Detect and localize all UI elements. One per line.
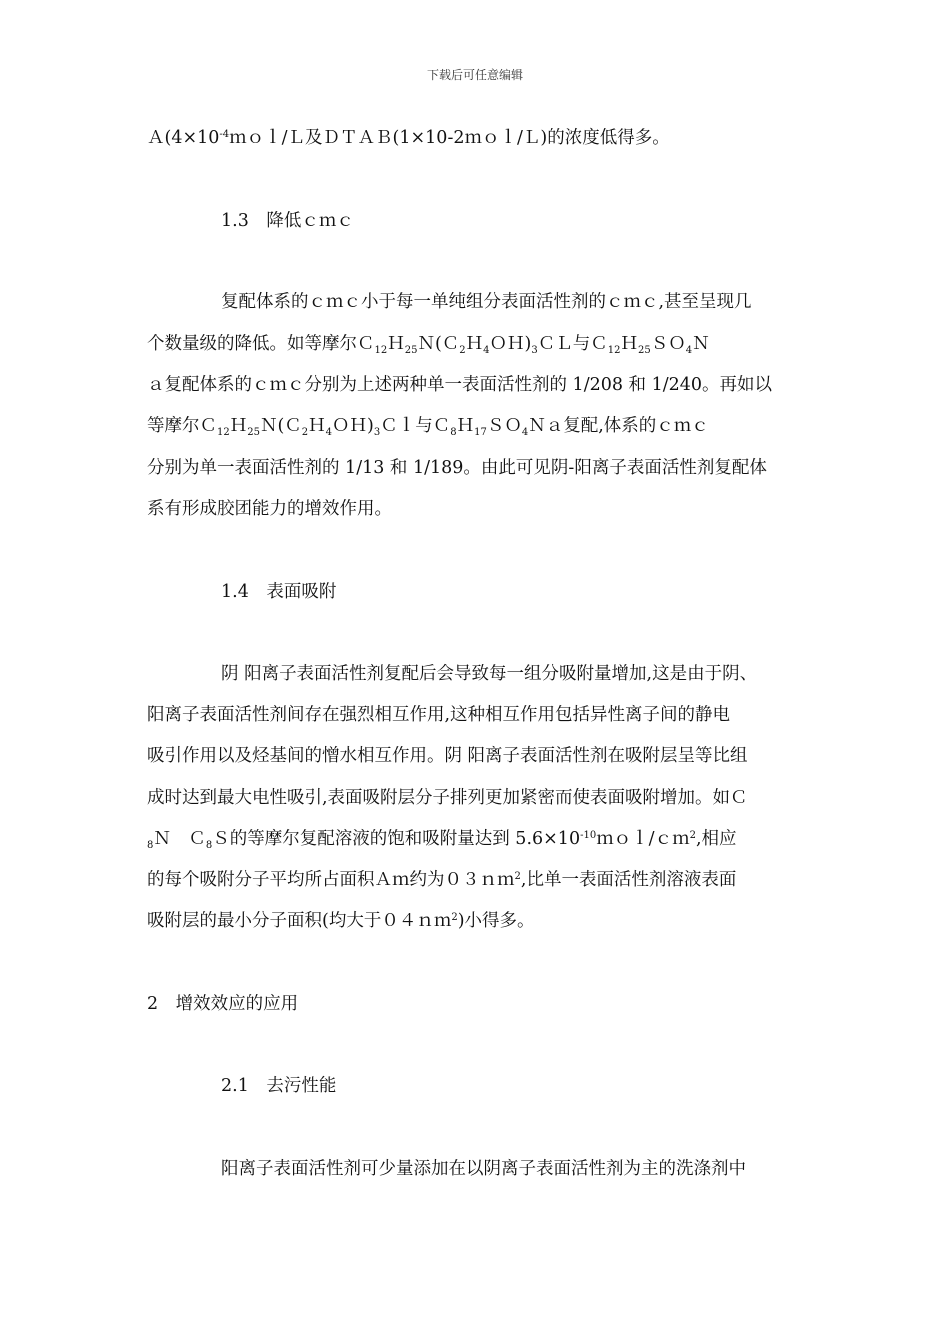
text-run: Ｈ	[465, 334, 484, 354]
subscript: 8	[450, 427, 457, 438]
subscript: 17	[474, 427, 487, 438]
subscript: 2	[459, 345, 466, 356]
text-line	[147, 909, 535, 933]
text-run: Ｎａ复配,体系的ｃｍｃ	[528, 416, 709, 436]
text-run: ｍｏｌ/ｃｍ	[596, 829, 690, 849]
text-line	[147, 868, 736, 892]
section-heading-2-1: 2.1 去污性能	[221, 1076, 337, 1096]
text-run: Ｈ	[456, 416, 475, 436]
subscript: 25	[247, 427, 260, 438]
text-run: Ｎ(Ｃ	[417, 334, 460, 354]
text-line	[147, 414, 709, 438]
text-run: ＯＨ)	[489, 334, 532, 354]
section-heading-1-4: 1.4 表面吸附	[221, 582, 337, 602]
page-header: 下载后可任意编辑	[426, 68, 523, 82]
text-run: ,比单一表面活性剂溶液表面	[520, 870, 737, 890]
superscript: 2	[514, 871, 521, 882]
text-run: Ｈ	[308, 416, 326, 436]
subscript: 8	[147, 840, 154, 851]
text-run: Ｎ(Ｃ	[259, 416, 302, 436]
text-run: ＳＯ	[486, 416, 522, 436]
text-run: ＣＬ与Ｃ	[537, 334, 608, 354]
text-line: 阳离子表面活性剂间存在强烈相互作用,这种相互作用包括异性离子间的静电	[147, 705, 731, 725]
subscript: 25	[404, 345, 418, 356]
text-run: Ｃｌ与Ｃ	[380, 416, 451, 436]
subscript: 12	[217, 427, 230, 438]
subscript: 2	[301, 427, 309, 438]
text-line: 阴 阳离子表面活性剂复配后会导致每一组分吸附量增加,这是由于阴、	[221, 664, 758, 684]
text-line: 吸引作用以及烃基间的憎水相互作用。阴 阳离子表面活性剂在吸附层呈等比组	[147, 746, 748, 766]
text-run: Ｓ的等摩尔复配溶液的饱和吸附量达到 5.6×10	[212, 829, 581, 849]
section-heading-1-3: 1.3 降低ｃｍｃ	[221, 211, 354, 231]
text-run: 个数量级的降低。如等摩尔Ｃ	[147, 334, 375, 354]
text-run: 的每个吸附分子平均所占面积Ａｍ约为０３ｎｍ	[147, 870, 515, 890]
subscript: 4	[483, 345, 490, 356]
text-run: Ｈ	[229, 416, 248, 436]
text-run: ＯＨ)	[332, 416, 374, 436]
text-line: 复配体系的ｃｍｃ小于每一单纯组分表面活性剂的ｃｍｃ,甚至呈现几	[221, 292, 752, 312]
subscript: 12	[374, 345, 388, 356]
text-run: Ｈ	[620, 334, 638, 354]
text-run: )小得多。	[457, 911, 535, 931]
text-run: Ａ(4×10	[147, 128, 220, 148]
subscript: 4	[685, 345, 693, 356]
text-line: ａ复配体系的ｃｍｃ分别为上述两种单一表面活性剂的 1/208 和 1/240。再如以	[147, 375, 773, 395]
text-run: ,相应	[695, 829, 737, 849]
subscript: 3	[373, 427, 381, 438]
subscript: 25	[637, 345, 651, 356]
subscript: 12	[607, 345, 621, 356]
superscript: -10	[580, 830, 597, 841]
text-line: 阳离子表面活性剂可少量添加在以阴离子表面活性剂为主的洗涤剂中	[221, 1159, 746, 1179]
subscript: 4	[521, 427, 529, 438]
subscript: 4	[325, 427, 333, 438]
subscript: 3	[531, 345, 538, 356]
text-line	[147, 332, 710, 356]
text-line: 系有形成胶团能力的增效作用。	[147, 499, 392, 519]
text-run: 吸附层的最小分子面积(均大于０４ｎｍ	[147, 911, 452, 931]
text-line	[147, 126, 670, 150]
superscript: -4	[219, 129, 230, 140]
section-heading-2: 2 增效效应的应用	[147, 994, 299, 1014]
text-line: 成时达到最大电性吸引,表面吸附层分子排列更加紧密而使表面吸附增加。如Ｃ	[147, 788, 748, 808]
text-line	[147, 827, 737, 851]
superscript: 2	[451, 912, 458, 923]
text-run: Ｎ Ｃ	[153, 829, 206, 849]
text-line: 分别为单一表面活性剂的 1/13 和 1/189。由此可见阴-阳离子表面活性剂复配体	[147, 458, 767, 478]
text-run: ｍｏｌ/Ｌ及ＤＴＡＢ(1×10-2ｍｏｌ/Ｌ)的浓度低得多。	[229, 128, 670, 148]
text-run: Ｈ	[387, 334, 405, 354]
text-run: Ｎ	[692, 334, 710, 354]
subscript: 8	[205, 840, 213, 851]
text-run: ＳＯ	[650, 334, 686, 354]
text-run: 等摩尔Ｃ	[147, 416, 217, 436]
superscript: 2	[689, 830, 696, 841]
